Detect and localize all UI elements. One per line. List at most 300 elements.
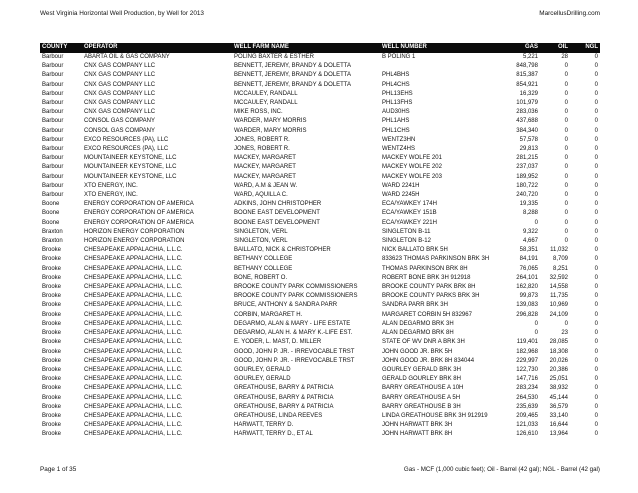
table-row bbox=[40, 301, 600, 310]
gas-cell: 99,873 bbox=[519, 293, 538, 300]
well-farm-name-cell: MACKEY, MARGARET bbox=[234, 164, 296, 171]
table-row bbox=[40, 154, 600, 163]
gas-cell: 119,401 bbox=[516, 339, 538, 346]
county-cell: Brooke bbox=[42, 256, 62, 263]
well-farm-name-cell: HARWATT, TERRY D., ET AL bbox=[234, 431, 313, 438]
well-farm-name-cell: DEGARMO, ALAN H. & MARY K.-LIFE EST. bbox=[234, 330, 353, 337]
well-farm-name-cell: GREATHOUSE, LINDA REEVES bbox=[234, 412, 323, 419]
ngl-cell: 0 bbox=[594, 366, 598, 373]
well-farm-name-cell: HARWATT, TERRY D. bbox=[234, 422, 294, 429]
gas-cell: 264,101 bbox=[516, 274, 538, 281]
oil-cell: 0 bbox=[564, 100, 568, 107]
table-row bbox=[40, 283, 600, 292]
oil-cell: 0 bbox=[564, 320, 568, 327]
well-number-cell: PHL13FHS bbox=[382, 100, 413, 107]
ngl-cell: 0 bbox=[594, 274, 598, 281]
well-number-cell: PHL4CHS bbox=[382, 81, 410, 88]
operator-cell: CHESAPEAKE APPALACHIA, L.L.C. bbox=[84, 302, 183, 309]
ngl-cell: 0 bbox=[594, 219, 598, 226]
ngl-cell: 0 bbox=[594, 155, 598, 162]
county-cell: Brooke bbox=[42, 311, 62, 318]
ngl-cell: 0 bbox=[594, 136, 598, 143]
operator-cell: CHESAPEAKE APPALACHIA, L.L.C. bbox=[84, 403, 183, 410]
oil-cell: 0 bbox=[564, 182, 568, 189]
county-cell: Barbour bbox=[42, 127, 64, 134]
county-cell: Brooke bbox=[42, 403, 62, 410]
gas-cell: 209,465 bbox=[516, 412, 538, 419]
table-row bbox=[40, 366, 600, 375]
table-row bbox=[40, 81, 600, 90]
well-farm-name-cell: BENNETT, JEREMY, BRANDY & DOLETTA bbox=[234, 72, 352, 79]
well-farm-name-cell: BENNETT, JEREMY, BRANDY & DOLETTA bbox=[234, 63, 352, 70]
well-farm-name-cell: BETHANY COLLEGE bbox=[234, 256, 293, 263]
table-row bbox=[40, 320, 600, 329]
operator-cell: ENERGY CORPORATION OF AMERICA bbox=[84, 201, 194, 208]
column-header-operator: OPERATOR bbox=[82, 43, 232, 53]
county-cell: Brooke bbox=[42, 265, 62, 272]
ngl-cell: 0 bbox=[594, 164, 598, 171]
oil-cell: 0 bbox=[564, 81, 568, 88]
county-cell: Braxton bbox=[42, 238, 63, 245]
gas-cell: 815,387 bbox=[516, 72, 538, 79]
well-number-cell: STATE OF WV DNR A BRK 3H bbox=[382, 339, 465, 346]
gas-cell: 384,340 bbox=[516, 127, 538, 134]
operator-cell: CNX GAS COMPANY LLC bbox=[84, 63, 156, 70]
operator-cell: CHESAPEAKE APPALACHIA, L.L.C. bbox=[84, 385, 183, 392]
gas-cell: 237,037 bbox=[516, 164, 538, 171]
table-row bbox=[40, 127, 600, 136]
gas-cell: 126,610 bbox=[516, 431, 538, 438]
operator-cell: CHESAPEAKE APPALACHIA, L.L.C. bbox=[84, 330, 183, 337]
table-row bbox=[40, 274, 600, 283]
operator-cell: CHESAPEAKE APPALACHIA, L.L.C. bbox=[84, 357, 183, 364]
county-cell: Barbour bbox=[42, 81, 64, 88]
table-row bbox=[40, 99, 600, 108]
well-farm-name-cell: DEGARMO, ALAN & MARY - LIFE ESTATE bbox=[234, 320, 351, 327]
table-row bbox=[40, 348, 600, 357]
well-farm-name-cell: JONES, ROBERT R. bbox=[234, 136, 290, 143]
oil-cell: 25,051 bbox=[549, 376, 568, 383]
column-header-gas: GAS bbox=[502, 43, 540, 53]
gas-cell: 848,798 bbox=[516, 63, 538, 70]
county-cell: Barbour bbox=[42, 63, 64, 70]
well-number-cell: JOHN HARWATT BRK 3H bbox=[382, 422, 453, 429]
oil-cell: 0 bbox=[564, 192, 568, 199]
table-row bbox=[40, 292, 600, 301]
gas-cell: 283,234 bbox=[516, 385, 538, 392]
gas-cell: 101,979 bbox=[516, 100, 538, 107]
ngl-cell: 0 bbox=[594, 330, 598, 337]
operator-cell: CNX GAS COMPANY LLC bbox=[84, 72, 156, 79]
well-number-cell: SINGLETON B-11 bbox=[382, 228, 431, 235]
well-number-cell: BROOKE COUNTY PARKS BRK 3H bbox=[382, 293, 480, 300]
well-number-cell: SINGLETON B-12 bbox=[382, 238, 431, 245]
gas-cell: 58,351 bbox=[519, 247, 538, 254]
oil-cell: 38,932 bbox=[549, 385, 568, 392]
well-number-cell: ROBERT BONE BRK 3H 912918 bbox=[382, 274, 471, 281]
well-number-cell: WARD 2245H bbox=[382, 192, 420, 199]
gas-cell: 229,997 bbox=[516, 357, 538, 364]
oil-cell: 0 bbox=[564, 238, 568, 245]
operator-cell: EXCO RESOURCES (PA), LLC bbox=[84, 136, 169, 143]
table-row bbox=[40, 228, 600, 237]
well-number-cell: BROOKE COUNTY PARK BRK 8H bbox=[382, 284, 476, 291]
oil-cell: 8,709 bbox=[552, 256, 568, 263]
table-row bbox=[40, 90, 600, 99]
operator-cell: CHESAPEAKE APPALACHIA, L.L.C. bbox=[84, 394, 183, 401]
county-cell: Barbour bbox=[42, 136, 64, 143]
ngl-cell: 0 bbox=[594, 293, 598, 300]
oil-cell: 20,026 bbox=[549, 357, 568, 364]
oil-cell: 32,592 bbox=[549, 274, 568, 281]
ngl-cell: 0 bbox=[594, 320, 598, 327]
county-cell: Barbour bbox=[42, 192, 64, 199]
gas-cell: 29,813 bbox=[519, 146, 538, 153]
well-number-cell: B POLING 1 bbox=[382, 54, 416, 60]
well-farm-name-cell: WARDER, MARY MORRIS bbox=[234, 127, 307, 134]
well-farm-name-cell: BOONE EAST DEVELOPMENT bbox=[234, 210, 320, 217]
ngl-cell: 0 bbox=[594, 284, 598, 291]
operator-cell: XTO ENERGY, INC. bbox=[84, 182, 138, 189]
oil-cell: 0 bbox=[564, 201, 568, 208]
well-farm-name-cell: MCCAULEY, RANDALL bbox=[234, 90, 298, 97]
ngl-cell: 0 bbox=[594, 376, 598, 383]
gas-cell: 437,688 bbox=[516, 118, 538, 125]
well-number-cell: JOHN GOOD JR. BRK 8H 834044 bbox=[382, 357, 475, 364]
well-number-cell: MARGARET CORBIN 5H 832967 bbox=[382, 311, 472, 318]
column-header-well-number: WELL NUMBER bbox=[380, 43, 502, 53]
ngl-cell: 0 bbox=[594, 348, 598, 355]
well-number-cell: PHL4BHS bbox=[382, 72, 410, 79]
county-cell: Brooke bbox=[42, 394, 62, 401]
table-row bbox=[40, 421, 600, 430]
well-farm-name-cell: ADKINS, JOHN CHRISTOPHER bbox=[234, 201, 322, 208]
well-farm-name-cell: BAILLATO, NICK & CHRISTOPHER bbox=[234, 247, 331, 254]
gas-cell: 122,730 bbox=[516, 366, 538, 373]
well-number-cell: JOHN HARWATT BRK 8H bbox=[382, 431, 453, 438]
well-number-cell: PHL13EHS bbox=[382, 90, 413, 97]
oil-cell: 8,251 bbox=[552, 265, 568, 272]
oil-cell: 45,144 bbox=[549, 394, 568, 401]
table-row bbox=[40, 375, 600, 384]
ngl-cell: 0 bbox=[594, 403, 598, 410]
county-cell: Brooke bbox=[42, 422, 62, 429]
gas-cell: 147,716 bbox=[516, 376, 538, 383]
table-row bbox=[40, 191, 600, 200]
oil-cell: 18,308 bbox=[549, 348, 568, 355]
gas-cell: 19,335 bbox=[519, 201, 538, 208]
well-farm-name-cell: BETHANY COLLEGE bbox=[234, 265, 293, 272]
county-cell: Barbour bbox=[42, 72, 64, 79]
operator-cell: CNX GAS COMPANY LLC bbox=[84, 100, 156, 107]
table-row bbox=[40, 209, 600, 218]
well-number-cell: PHL1CHS bbox=[382, 127, 410, 134]
county-cell: Barbour bbox=[42, 173, 64, 180]
table-row bbox=[40, 311, 600, 320]
ngl-cell: 0 bbox=[594, 311, 598, 318]
ngl-cell: 0 bbox=[594, 192, 598, 199]
well-number-cell: NICK BALLATO BRK 5H bbox=[382, 247, 448, 254]
well-farm-name-cell: WARD, A.M & JEAN W. bbox=[234, 182, 298, 189]
well-number-cell: BARRY GREATHOUSE A 10H bbox=[382, 385, 464, 392]
gas-cell: 8,288 bbox=[522, 210, 538, 217]
county-cell: Brooke bbox=[42, 376, 62, 383]
well-number-cell: WENTZ4HS bbox=[382, 146, 415, 153]
gas-cell: 235,639 bbox=[516, 403, 538, 410]
page-number: Page 1 of 35 bbox=[40, 466, 77, 473]
ngl-cell: 0 bbox=[594, 247, 598, 254]
gas-cell: 162,820 bbox=[516, 284, 538, 291]
ngl-cell: 0 bbox=[594, 265, 598, 272]
oil-cell: 0 bbox=[564, 173, 568, 180]
well-farm-name-cell: SINGLETON, VERL bbox=[234, 228, 288, 235]
county-cell: Barbour bbox=[42, 164, 64, 171]
operator-cell: MOUNTAINEER KEYSTONE, LLC bbox=[84, 164, 177, 171]
operator-cell: MOUNTAINEER KEYSTONE, LLC bbox=[84, 173, 177, 180]
table-row bbox=[40, 403, 600, 412]
county-cell: Barbour bbox=[42, 182, 64, 189]
well-farm-name-cell: WARDER, MARY MORRIS bbox=[234, 118, 307, 125]
table-row bbox=[40, 357, 600, 366]
gas-cell: 0 bbox=[534, 320, 538, 327]
well-number-cell: ECA/YAWKEY 151B bbox=[382, 210, 437, 217]
well-number-cell bbox=[380, 62, 502, 71]
gas-cell: 180,722 bbox=[516, 182, 538, 189]
gas-cell: 84,191 bbox=[519, 256, 538, 263]
ngl-cell: 0 bbox=[594, 394, 598, 401]
well-farm-name-cell: GREATHOUSE, BARRY & PATRICIA bbox=[234, 385, 334, 392]
well-number-cell: SANDRA PARR BRK 3H bbox=[382, 302, 448, 309]
gas-cell: 281,215 bbox=[516, 155, 538, 162]
gas-cell: 57,578 bbox=[519, 136, 538, 143]
operator-cell: ENERGY CORPORATION OF AMERICA bbox=[84, 219, 194, 226]
county-cell: Barbour bbox=[42, 146, 64, 153]
well-farm-name-cell: SINGLETON, VERL bbox=[234, 238, 288, 245]
oil-cell: 0 bbox=[564, 155, 568, 162]
operator-cell: CNX GAS COMPANY LLC bbox=[84, 81, 156, 88]
gas-cell: 76,065 bbox=[519, 265, 538, 272]
ngl-cell: 0 bbox=[594, 201, 598, 208]
ngl-cell: 0 bbox=[594, 182, 598, 189]
county-cell: Brooke bbox=[42, 366, 62, 373]
oil-cell: 13,964 bbox=[549, 431, 568, 438]
table-row bbox=[40, 108, 600, 117]
well-farm-name-cell: BONE, ROBERT O. bbox=[234, 274, 288, 281]
oil-cell: 0 bbox=[564, 72, 568, 79]
ngl-cell: 0 bbox=[594, 90, 598, 97]
table-row bbox=[40, 329, 600, 338]
county-cell: Brooke bbox=[42, 385, 62, 392]
site-name: MarcellusDrilling.com bbox=[539, 10, 600, 17]
table-row bbox=[40, 71, 600, 80]
table-row bbox=[40, 163, 600, 172]
county-cell: Barbour bbox=[42, 100, 64, 107]
well-farm-name-cell: POLING BAXTER & ESTHER bbox=[234, 54, 315, 60]
well-number-cell: ALAN DEGARMO BRK 8H bbox=[382, 330, 454, 337]
well-number-cell: BARRY GREATHOUSE B 3H bbox=[382, 403, 461, 410]
county-cell: Boone bbox=[42, 210, 60, 217]
well-farm-name-cell: GOURLEY, GERALD bbox=[234, 376, 291, 383]
operator-cell: CNX GAS COMPANY LLC bbox=[84, 109, 156, 116]
well-farm-name-cell: MACKEY, MARGARET bbox=[234, 155, 296, 162]
gas-cell: 240,720 bbox=[516, 192, 538, 199]
table-row bbox=[40, 265, 600, 274]
county-cell: Brooke bbox=[42, 284, 62, 291]
oil-cell: 28 bbox=[561, 54, 568, 60]
well-farm-name-cell: E. YODER, L. MAST, D. MILLER bbox=[234, 339, 322, 346]
operator-cell: CHESAPEAKE APPALACHIA, L.L.C. bbox=[84, 265, 183, 272]
oil-cell: 10,969 bbox=[549, 302, 568, 309]
well-number-cell: ECA/YAWKEY 221H bbox=[382, 219, 437, 226]
county-cell: Brooke bbox=[42, 412, 62, 419]
ngl-cell: 0 bbox=[594, 63, 598, 70]
gas-cell: 121,033 bbox=[516, 422, 538, 429]
gas-cell: 283,036 bbox=[516, 109, 538, 116]
operator-cell: XTO ENERGY, INC. bbox=[84, 192, 138, 199]
operator-cell: ENERGY CORPORATION OF AMERICA bbox=[84, 210, 194, 217]
county-cell: Boone bbox=[42, 219, 60, 226]
gas-cell: 16,329 bbox=[519, 90, 538, 97]
county-cell: Brooke bbox=[42, 348, 62, 355]
well-farm-name-cell: MACKEY, MARGARET bbox=[234, 173, 296, 180]
ngl-cell: 0 bbox=[594, 357, 598, 364]
ngl-cell: 0 bbox=[594, 100, 598, 107]
table-row bbox=[40, 117, 600, 126]
operator-cell: CHESAPEAKE APPALACHIA, L.L.C. bbox=[84, 256, 183, 263]
column-header-well-farm-name: WELL FARM NAME bbox=[232, 43, 380, 53]
operator-cell: ABARTA OIL & GAS COMPANY bbox=[84, 54, 170, 60]
well-number-cell: THOMAS PARKINSON BRK 8H bbox=[382, 265, 468, 272]
operator-cell: CHESAPEAKE APPALACHIA, L.L.C. bbox=[84, 412, 183, 419]
ngl-cell: 0 bbox=[594, 385, 598, 392]
ngl-cell: 0 bbox=[594, 431, 598, 438]
operator-cell: CHESAPEAKE APPALACHIA, L.L.C. bbox=[84, 311, 183, 318]
column-header-oil: OIL bbox=[540, 43, 570, 53]
well-farm-name-cell: MCCAULEY, RANDALL bbox=[234, 100, 298, 107]
gas-cell: 296,828 bbox=[516, 311, 538, 318]
oil-cell: 0 bbox=[564, 136, 568, 143]
ngl-cell: 0 bbox=[594, 146, 598, 153]
well-number-cell: BARRY GREATHOUSE A 5H bbox=[382, 394, 461, 401]
operator-cell: MOUNTAINEER KEYSTONE, LLC bbox=[84, 155, 177, 162]
oil-cell: 0 bbox=[564, 118, 568, 125]
well-number-cell: MACKEY WOLFE 201 bbox=[382, 155, 442, 162]
operator-cell: CHESAPEAKE APPALACHIA, L.L.C. bbox=[84, 339, 183, 346]
well-farm-name-cell: GREATHOUSE, BARRY & PATRICIA bbox=[234, 394, 334, 401]
well-farm-name-cell: GOOD, JOHN P. JR. - IRREVOCABLE TRST bbox=[234, 357, 355, 364]
table-row bbox=[40, 255, 600, 264]
gas-cell: 5,221 bbox=[522, 54, 538, 60]
oil-cell: 0 bbox=[564, 127, 568, 134]
table-body bbox=[40, 53, 600, 440]
gas-cell: 182,968 bbox=[516, 348, 538, 355]
table-row bbox=[40, 62, 600, 71]
ngl-cell: 0 bbox=[594, 210, 598, 217]
gas-cell: 264,530 bbox=[516, 394, 538, 401]
operator-cell: HORIZON ENERGY CORPORATION bbox=[84, 228, 185, 235]
operator-cell: CHESAPEAKE APPALACHIA, L.L.C. bbox=[84, 320, 183, 327]
county-cell: Brooke bbox=[42, 247, 62, 254]
well-farm-name-cell: WARD, AQUILLA C. bbox=[234, 192, 288, 199]
oil-cell: 0 bbox=[564, 63, 568, 70]
operator-cell: CHESAPEAKE APPALACHIA, L.L.C. bbox=[84, 376, 183, 383]
ngl-cell: 0 bbox=[594, 109, 598, 116]
gas-cell: 4,667 bbox=[522, 238, 538, 245]
oil-cell: 28,085 bbox=[549, 339, 568, 346]
oil-cell: 0 bbox=[564, 90, 568, 97]
well-farm-name-cell: GOOD, JOHN P. JR. - IRREVOCABLE TRST bbox=[234, 348, 355, 355]
well-farm-name-cell: CORBIN, MARGARET H. bbox=[234, 311, 303, 318]
well-number-cell: MACKEY WOLFE 203 bbox=[382, 173, 442, 180]
oil-cell: 0 bbox=[564, 228, 568, 235]
table-row bbox=[40, 338, 600, 347]
table-row bbox=[40, 237, 600, 246]
table-row bbox=[40, 53, 600, 62]
county-cell: Barbour bbox=[42, 90, 64, 97]
operator-cell: CONSOL GAS COMPANY bbox=[84, 127, 156, 134]
oil-cell: 0 bbox=[564, 146, 568, 153]
oil-cell: 11,032 bbox=[550, 247, 568, 254]
table-row bbox=[40, 200, 600, 209]
gas-cell: 9,322 bbox=[522, 228, 538, 235]
county-cell: Brooke bbox=[42, 274, 62, 281]
ngl-cell: 0 bbox=[594, 127, 598, 134]
table-row bbox=[40, 136, 600, 145]
well-number-cell: GERALD GOURLEY BRK 8H bbox=[382, 376, 461, 383]
county-cell: Braxton bbox=[42, 228, 63, 235]
operator-cell: CHESAPEAKE APPALACHIA, L.L.C. bbox=[84, 274, 183, 281]
table-row bbox=[40, 384, 600, 393]
gas-cell: 189,952 bbox=[516, 173, 538, 180]
table-row bbox=[40, 412, 600, 421]
units-note: Gas - MCF (1,000 cubic feet); Oil - Barrel (42 gal); NGL - Barrel (42 gal) bbox=[403, 466, 600, 473]
ngl-cell: 0 bbox=[594, 72, 598, 79]
oil-cell: 20,386 bbox=[549, 366, 568, 373]
table-row bbox=[40, 394, 600, 403]
well-number-cell: PHL1AHS bbox=[382, 118, 410, 125]
operator-cell: CHESAPEAKE APPALACHIA, L.L.C. bbox=[84, 348, 183, 355]
operator-cell: HORIZON ENERGY CORPORATION bbox=[84, 238, 185, 245]
operator-cell: CHESAPEAKE APPALACHIA, L.L.C. bbox=[84, 293, 183, 300]
operator-cell: CNX GAS COMPANY LLC bbox=[84, 90, 156, 97]
county-cell: Brooke bbox=[42, 302, 62, 309]
report-title: West Virginia Horizontal Well Production, by Well for 2013 bbox=[40, 10, 204, 17]
table-row bbox=[40, 430, 600, 439]
ngl-cell: 0 bbox=[594, 54, 598, 60]
well-farm-name-cell: MIKE ROSS, INC. bbox=[234, 109, 283, 116]
operator-cell: CHESAPEAKE APPALACHIA, L.L.C. bbox=[84, 366, 183, 373]
ngl-cell: 0 bbox=[594, 173, 598, 180]
county-cell: Brooke bbox=[42, 320, 62, 327]
oil-cell: 16,644 bbox=[549, 422, 568, 429]
well-number-cell: 833623 THOMAS PARKINSON BRK 3H bbox=[382, 256, 490, 263]
oil-cell: 14,558 bbox=[549, 284, 568, 291]
well-number-cell: ALAN DEGARMO BRK 3H bbox=[382, 320, 454, 327]
operator-cell: CHESAPEAKE APPALACHIA, L.L.C. bbox=[84, 284, 183, 291]
oil-cell: 33,140 bbox=[549, 412, 568, 419]
well-number-cell: LINDA GREATHOUSE BRK 3H 912919 bbox=[382, 412, 488, 419]
table-header-row bbox=[40, 43, 600, 53]
well-farm-name-cell: GREATHOUSE, BARRY & PATRICIA bbox=[234, 403, 334, 410]
ngl-cell: 0 bbox=[594, 238, 598, 245]
ngl-cell: 0 bbox=[594, 339, 598, 346]
table-row bbox=[40, 145, 600, 154]
oil-cell: 24,109 bbox=[549, 311, 568, 318]
well-number-cell: WARD 2241H bbox=[382, 182, 420, 189]
county-cell: Barbour bbox=[42, 109, 64, 116]
oil-cell: 0 bbox=[564, 219, 568, 226]
well-farm-name-cell: BROOKE COUNTY PARK COMMISSIONERS bbox=[234, 293, 358, 300]
